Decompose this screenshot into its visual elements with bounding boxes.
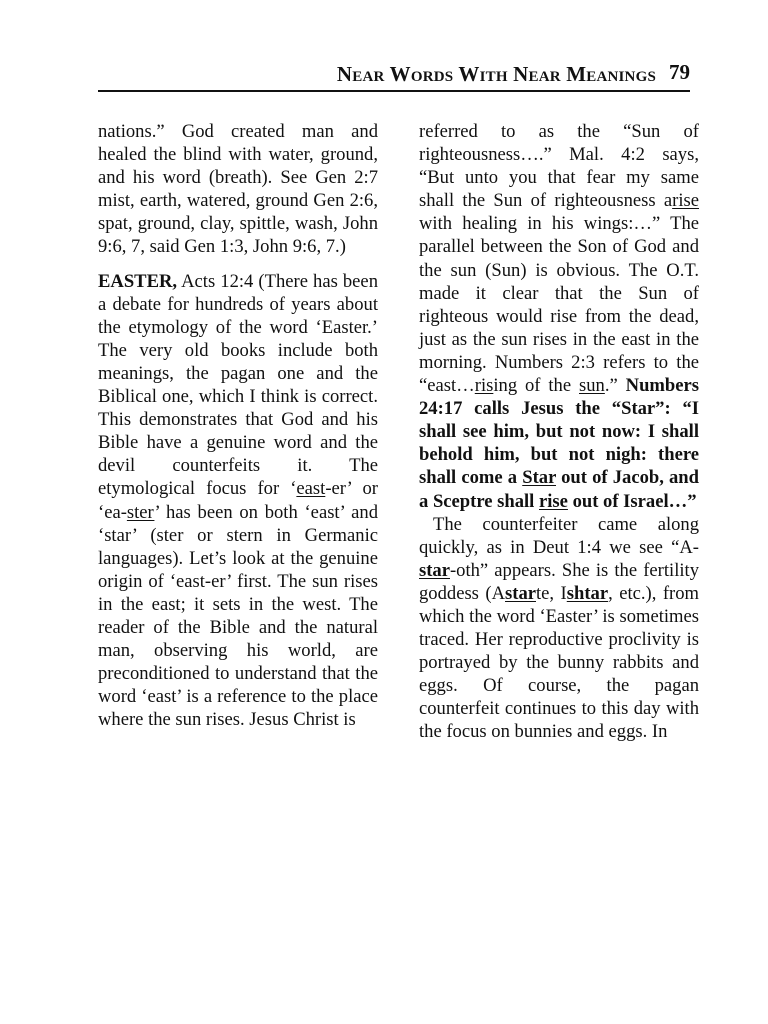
underlined-word: shtar (566, 582, 609, 604)
paragraph-text: referred to as the “Sun of righteousness….” Mal. 4:2 says, “But unto you that fear my same shall the Sun of righteousness a (419, 121, 699, 212)
paragraph-text: .” (604, 375, 626, 397)
underlined-word: Star (522, 467, 556, 489)
underlined-word: rise (539, 490, 568, 512)
header-title: Near Words With Near Meanings (336, 62, 656, 86)
paragraph-sun-of-righteousness (419, 120, 699, 513)
underlined-word: east (296, 478, 326, 500)
paragraph-text: The counterfeiter came along quickly, as in Deut 1:4 we see “A- (419, 513, 699, 558)
paragraph-nations (98, 120, 378, 259)
underlined-word: star (505, 582, 536, 604)
underlined-word: rise (672, 190, 699, 212)
page-number: 79 (669, 60, 690, 84)
paragraph-text: nations.” God created man and healed the blind with water, ground, and his word (breath). See Gen 2:7 mist, earth, watered, ground Gen 2:6, spat, ground, clay, spittle, wash, John 9:6, 7, said Gen 1:3, John 9:6, 7.) (98, 121, 378, 258)
paragraph-text: with healing in his wings:…” The parallel between the Son of God and the sun (Sun) is obvious. The O.T. made it clear that the Sun of righteous would rise from the dead, just as the sun rises in the east in the morning. Numbers 2:3 refers to the “east… (419, 213, 699, 397)
paragraph-easter (98, 270, 378, 732)
bold-text: out of Jacob, and a Sceptre shall (419, 467, 699, 512)
bold-text: out of Israel…” (567, 490, 697, 512)
paragraph-text: -er’ or ‘ea- (98, 478, 378, 523)
paragraph-text: -oth” appears. She is the fertility goddess (A (419, 559, 699, 604)
running-header (98, 58, 690, 92)
paragraph-text: ing of the (493, 375, 579, 397)
underlined-word: sun (579, 375, 605, 397)
paragraph-counterfeiter (419, 513, 699, 744)
paragraph-text: Acts 12:4 (There has been a debate for hundreds of years about the etymology of the word ‘Easter.’ The very old books include both meanings, the pagan one and the Biblical one, which I think is correct. This demonstrates that God and his Bible have a genuine word and the devil counterfeits it. The etymological focus for ‘ (98, 270, 378, 500)
paragraph-text: , etc.), from which the word ‘Easter’ is sometimes traced. Her reproductive proclivity is portrayed by the bunny rabbits and eggs. Of course, the pagan counterfeit continues to this day with the focus on bunnies and eggs. In (419, 582, 699, 743)
underlined-word: star (419, 559, 450, 581)
underlined-word: ster (126, 501, 155, 523)
right-column (419, 120, 699, 744)
underlined-word: ris (474, 375, 494, 397)
entry-term: EASTER, (98, 270, 178, 292)
left-column (98, 120, 378, 731)
bold-text: Numbers 24:17 calls Jesus the “Star”: “I shall see him, but not now: I shall behold him, but not nigh: there shall come a (419, 375, 699, 489)
paragraph-text: te, I (536, 582, 567, 604)
paragraph-text: ’ has been on both ‘east’ and ‘star’ (ster or stern in Germanic languages). Let’s look at the genuine origin of ‘east-er’ first. The sun rises in the east; it sets in the west. The reader of the Bible and the natural man, observing his world, are preconditioned to understand that the word ‘east’ is a reference to the place where the sun rises. Jesus Christ is (98, 501, 378, 731)
